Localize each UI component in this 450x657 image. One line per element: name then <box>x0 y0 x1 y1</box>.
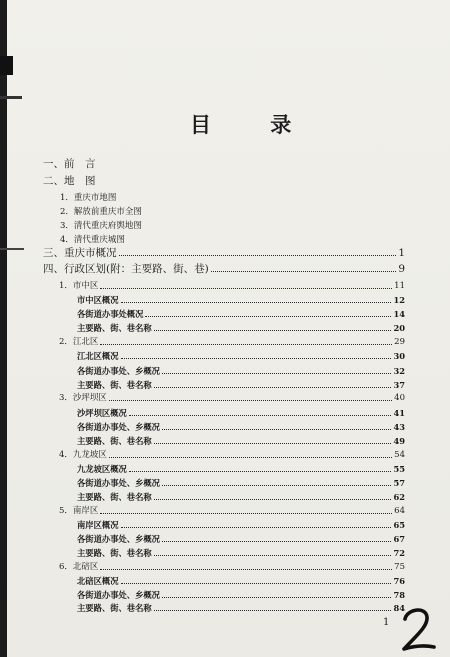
leader-dots <box>121 518 392 528</box>
leader-dots <box>129 406 392 416</box>
toc-entry-label: 5．南岸区 <box>59 506 99 516</box>
toc-entry-label: 各街道办事处、乡概况 <box>77 366 160 376</box>
toc-page-number: 37 <box>393 380 405 390</box>
leader-dots <box>119 246 397 256</box>
leader-dots <box>154 601 392 611</box>
toc-page-number: 49 <box>393 436 405 446</box>
toc-entry-label: 三、重庆市概况 <box>43 247 117 259</box>
toc-entry-label: 6．北碚区 <box>59 562 99 572</box>
toc-entry[interactable] <box>77 434 405 448</box>
leader-dots <box>154 546 392 556</box>
toc-page-number: 57 <box>393 478 405 488</box>
toc-entry[interactable] <box>77 601 405 615</box>
toc-page-number: 11 <box>394 281 405 291</box>
toc-page-number: 72 <box>393 548 405 558</box>
leader-dots <box>100 560 392 570</box>
toc-entry-label: 主要路、街、巷名称 <box>77 548 152 558</box>
toc-page-number: 55 <box>393 464 405 474</box>
leader-dots <box>100 279 392 289</box>
toc-entry-label: 各街道办事处、乡概况 <box>77 422 160 432</box>
toc-entry-label: 各街道办事处、乡概况 <box>77 534 160 544</box>
page-number: 1 <box>383 617 390 628</box>
toc-entry[interactable] <box>77 462 405 476</box>
toc-entry[interactable] <box>77 307 405 321</box>
toc-entry-label: 各街道办事处、乡概况 <box>77 590 160 600</box>
toc-page-number: 32 <box>393 366 405 376</box>
toc-entry[interactable] <box>77 532 405 546</box>
toc-page-number: 43 <box>393 422 405 432</box>
toc-entry[interactable] <box>77 321 405 335</box>
toc-page-number: 30 <box>393 351 405 361</box>
page-title: 目 录 <box>190 112 318 137</box>
toc-entry[interactable] <box>77 420 405 434</box>
toc-entry[interactable] <box>59 448 405 462</box>
toc-entry[interactable] <box>59 560 405 574</box>
leader-dots <box>154 378 392 388</box>
toc-entry[interactable] <box>43 246 405 260</box>
toc-entry[interactable] <box>59 391 405 405</box>
leader-dots <box>154 321 392 331</box>
toc-entry-label: 4．清代重庆城图 <box>60 235 125 245</box>
leader-dots <box>121 293 392 303</box>
toc-entry[interactable] <box>77 546 405 560</box>
toc-page-number: 65 <box>393 520 405 530</box>
toc-page-number: 75 <box>394 562 405 572</box>
toc-entry-label: 一、前 言 <box>43 158 96 170</box>
toc-entry-label: 主要路、街、巷名称 <box>77 323 152 333</box>
toc-entry[interactable] <box>43 262 405 276</box>
toc-entry-label: 3．沙坪坝区 <box>59 393 107 403</box>
toc-page-number: 9 <box>398 263 405 275</box>
toc-entry-label: 3．清代重庆府舆地图 <box>60 221 142 231</box>
toc-entry[interactable] <box>60 191 116 205</box>
leader-dots <box>100 504 392 514</box>
toc-page-number: 40 <box>394 393 405 403</box>
toc-entry-label: 北碚区概况 <box>77 576 119 586</box>
leader-dots <box>154 490 392 500</box>
toc-entry-label: 1．重庆市地图 <box>60 193 117 203</box>
toc-page-number: 14 <box>393 309 405 319</box>
toc-entry[interactable] <box>77 364 405 378</box>
leader-dots <box>109 448 392 458</box>
handwritten-number-mark <box>396 604 438 656</box>
toc-entry[interactable] <box>59 335 405 349</box>
toc-entry-label: 南岸区概况 <box>77 520 119 530</box>
toc-entry[interactable] <box>59 279 405 293</box>
leader-dots <box>162 476 391 486</box>
toc-page-number: 1 <box>398 247 405 259</box>
toc-entry-label: 主要路、街、巷名称 <box>77 436 152 446</box>
toc-entry-label: 主要路、街、巷名称 <box>77 603 152 613</box>
toc-entry[interactable] <box>77 574 405 588</box>
toc-entry[interactable] <box>60 205 142 219</box>
toc-entry-label: 市中区概况 <box>77 295 119 305</box>
toc-entry-label: 4．九龙坡区 <box>59 450 107 460</box>
toc-entry-label: 沙坪坝区概况 <box>77 408 127 418</box>
toc-entry-label: 四、行政区划(附：主要路、街、巷) <box>43 263 209 275</box>
toc-entry[interactable] <box>77 588 405 602</box>
toc-entry-label: 2．解放前重庆市全图 <box>60 207 142 217</box>
leader-dots <box>211 262 397 272</box>
toc-page-number: 67 <box>393 534 405 544</box>
toc-entry[interactable] <box>60 219 142 233</box>
toc-page-number: 54 <box>394 450 405 460</box>
toc-page-number: 29 <box>394 337 405 347</box>
toc-entry-label: 二、地 图 <box>43 175 96 187</box>
leader-dots <box>129 462 392 472</box>
toc-entry-label: 九龙坡区概况 <box>77 464 127 474</box>
toc-entry-label: 1．市中区 <box>59 281 99 291</box>
toc-page-number: 20 <box>393 323 405 333</box>
toc-entry-label: 各街道办事处、乡概况 <box>77 478 160 488</box>
leader-dots <box>162 532 391 542</box>
toc-entry-label: 主要路、街、巷名称 <box>77 492 152 502</box>
toc-page-number: 76 <box>393 576 405 586</box>
toc-entry[interactable] <box>60 233 125 247</box>
toc-entry-label: 主要路、街、巷名称 <box>77 380 152 390</box>
toc-entry[interactable] <box>77 518 405 532</box>
toc-entry[interactable] <box>59 504 405 518</box>
toc-page-number: 64 <box>394 506 405 516</box>
leader-dots <box>162 364 391 374</box>
toc-entry-label: 各街道办事处概况 <box>77 309 144 319</box>
leader-dots <box>145 307 391 317</box>
toc-entry[interactable] <box>77 378 405 392</box>
toc-page-number: 78 <box>393 590 405 600</box>
toc-entry[interactable] <box>77 476 405 490</box>
toc-entry[interactable] <box>77 349 405 363</box>
leader-dots <box>154 434 392 444</box>
leader-dots <box>162 588 391 598</box>
leader-dots <box>162 420 391 430</box>
toc-page-number: 62 <box>393 492 405 502</box>
toc-entry-label: 2．江北区 <box>59 337 99 347</box>
leader-dots <box>121 349 392 359</box>
leader-dots <box>121 574 392 584</box>
toc-entry[interactable] <box>77 293 405 307</box>
toc-page-number: 84 <box>393 603 405 613</box>
toc-entry[interactable] <box>77 490 405 504</box>
leader-dots <box>100 335 392 345</box>
toc-page-number: 12 <box>393 295 405 305</box>
toc-entry-label: 江北区概况 <box>77 351 119 361</box>
leader-dots <box>109 391 392 401</box>
toc-page-number: 41 <box>393 408 405 418</box>
toc-entry[interactable] <box>77 406 405 420</box>
